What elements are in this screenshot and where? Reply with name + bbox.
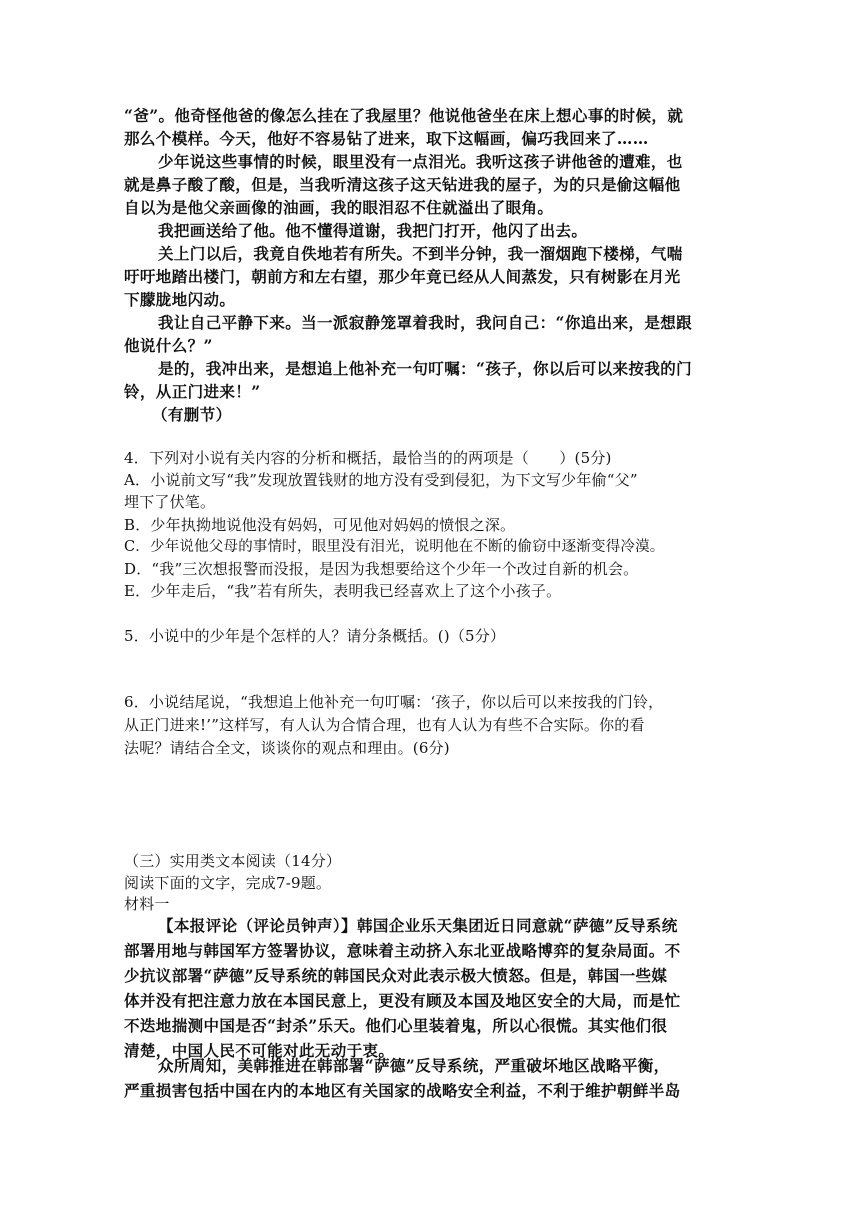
question-5: 5．小说中的少年是个怎样的人？请分条概括。()（5分） bbox=[124, 627, 506, 645]
section-heading: （三）实用类文本阅读（14分） bbox=[124, 852, 342, 870]
material-line: 不迭地揣测中国是否“封杀”乐天。他们心里装着鬼，所以心很慌。其实他们很 bbox=[124, 1016, 668, 1035]
story-line: 少年说这些事情的时候，眼里没有一点泪光。我听这孩子讲他爸的遭难，也 bbox=[158, 152, 683, 171]
question-6-line: 从正门进来!’”这样写，有人认为合情合理，也有人认为有些不合实际。你的看 bbox=[124, 716, 645, 734]
question-4-option: E．少年走后，“我”若有所失，表明我已经喜欢上了这个小孩子。 bbox=[124, 582, 562, 600]
section-instruction: 阅读下面的文字，完成7-9题。 bbox=[124, 874, 332, 892]
material-label: 材料一 bbox=[124, 895, 170, 913]
story-line: 下朦胧地闪动。 bbox=[124, 290, 236, 309]
story-line: 我让自己平静下来。当一派寂静笼罩着我时，我问自己：“你追出来，是想跟 bbox=[158, 313, 693, 332]
material-line: 少抗议部署“萨德”反导系统的韩国民众对此表示极大愤怒。但是，韩国一些媒 bbox=[124, 966, 668, 985]
question-4-option: A．小说前文写“我”发现放置钱财的地方没有受到侵犯，为下文写少年偷“父” bbox=[124, 471, 638, 489]
deletion-note: （有删节） bbox=[152, 405, 232, 424]
question-4-option: 埋下了伏笔。 bbox=[124, 493, 216, 511]
story-line: 关上门以后，我竟自佚地若有所失。不到半分钟，我一溜烟跑下楼梯，气喘 bbox=[158, 244, 683, 263]
material-line: 清楚，中国人民不可能对此无动于衷。 bbox=[124, 1041, 395, 1060]
story-line: 吁吁地踏出楼门，朝前方和左右望，那少年竟已经从人间蒸发，只有树影在月光 bbox=[124, 267, 681, 286]
story-line: 自以为是他父亲画像的油画，我的眼泪忍不住就溢出了眼角。 bbox=[124, 198, 554, 217]
question-6-line: 法呢？请结合全文，谈谈你的观点和理由。(6分) bbox=[124, 739, 450, 757]
story-line: 就是鼻子酸了酸，但是，当我听清这孩子这天钻进我的屋子，为的只是偷这幅他 bbox=[124, 175, 681, 194]
story-line: “爸”。他奇怪他爸的像怎么挂在了我屋里？他说他爸坐在床上想心事的时候，就 bbox=[124, 106, 684, 125]
story-line: 他说什么？” bbox=[124, 336, 213, 355]
story-line: 是的，我冲出来，是想追上他补充一句叮嘱：“孩子，你以后可以来按我的门 bbox=[158, 359, 693, 378]
story-line: 我把画送给了他。他不懂得道谢，我把门打开，他闪了出去。 bbox=[158, 221, 588, 240]
question-4-option: B．少年执拗地说他没有妈妈，可见他对妈妈的愤恨之深。 bbox=[124, 516, 516, 534]
material-line: 众所周知，美韩推进在韩部署“萨德”反导系统，严重破坏地区战略平衡， bbox=[158, 1056, 670, 1075]
question-4-option: C．少年说他父母的事情时，眼里没有泪光，说明他在不断的偷窃中逐渐变得冷漠。 bbox=[124, 539, 665, 555]
material-line: 【本报评论（评论员钟声）】韩国企业乐天集团近日同意就“萨德”反导系统 bbox=[158, 916, 678, 935]
question-4-stem: 4．下列对小说有关内容的分析和概括，最恰当的的两项是（ ）(5分) bbox=[124, 449, 612, 467]
story-line: 那么个模样。今天，他好不容易钻了进来，取下这幅画，偏巧我回来了…… bbox=[124, 129, 649, 148]
material-line: 体并没有把注意力放在本国民意上，更没有顾及本国及地区安全的大局，而是忙 bbox=[124, 991, 681, 1010]
question-6-line: 6．小说结尾说，“我想追上他补充一句叮嘱：‘孩子，你以后可以来按我的门铃， bbox=[124, 693, 664, 711]
material-line: 部署用地与韩国军方签署协议，意味着主动挤入东北亚战略博弈的复杂局面。不 bbox=[124, 941, 681, 960]
material-line: 严重损害包括中国在内的本地区有关国家的战略安全利益，不利于维护朝鲜半岛 bbox=[124, 1081, 681, 1100]
story-line: 铃，从正门进来！” bbox=[124, 382, 261, 401]
question-4-option: D．“我”三次想报警而没报，是因为我想要给这个少年一个改过自新的机会。 bbox=[124, 560, 639, 578]
